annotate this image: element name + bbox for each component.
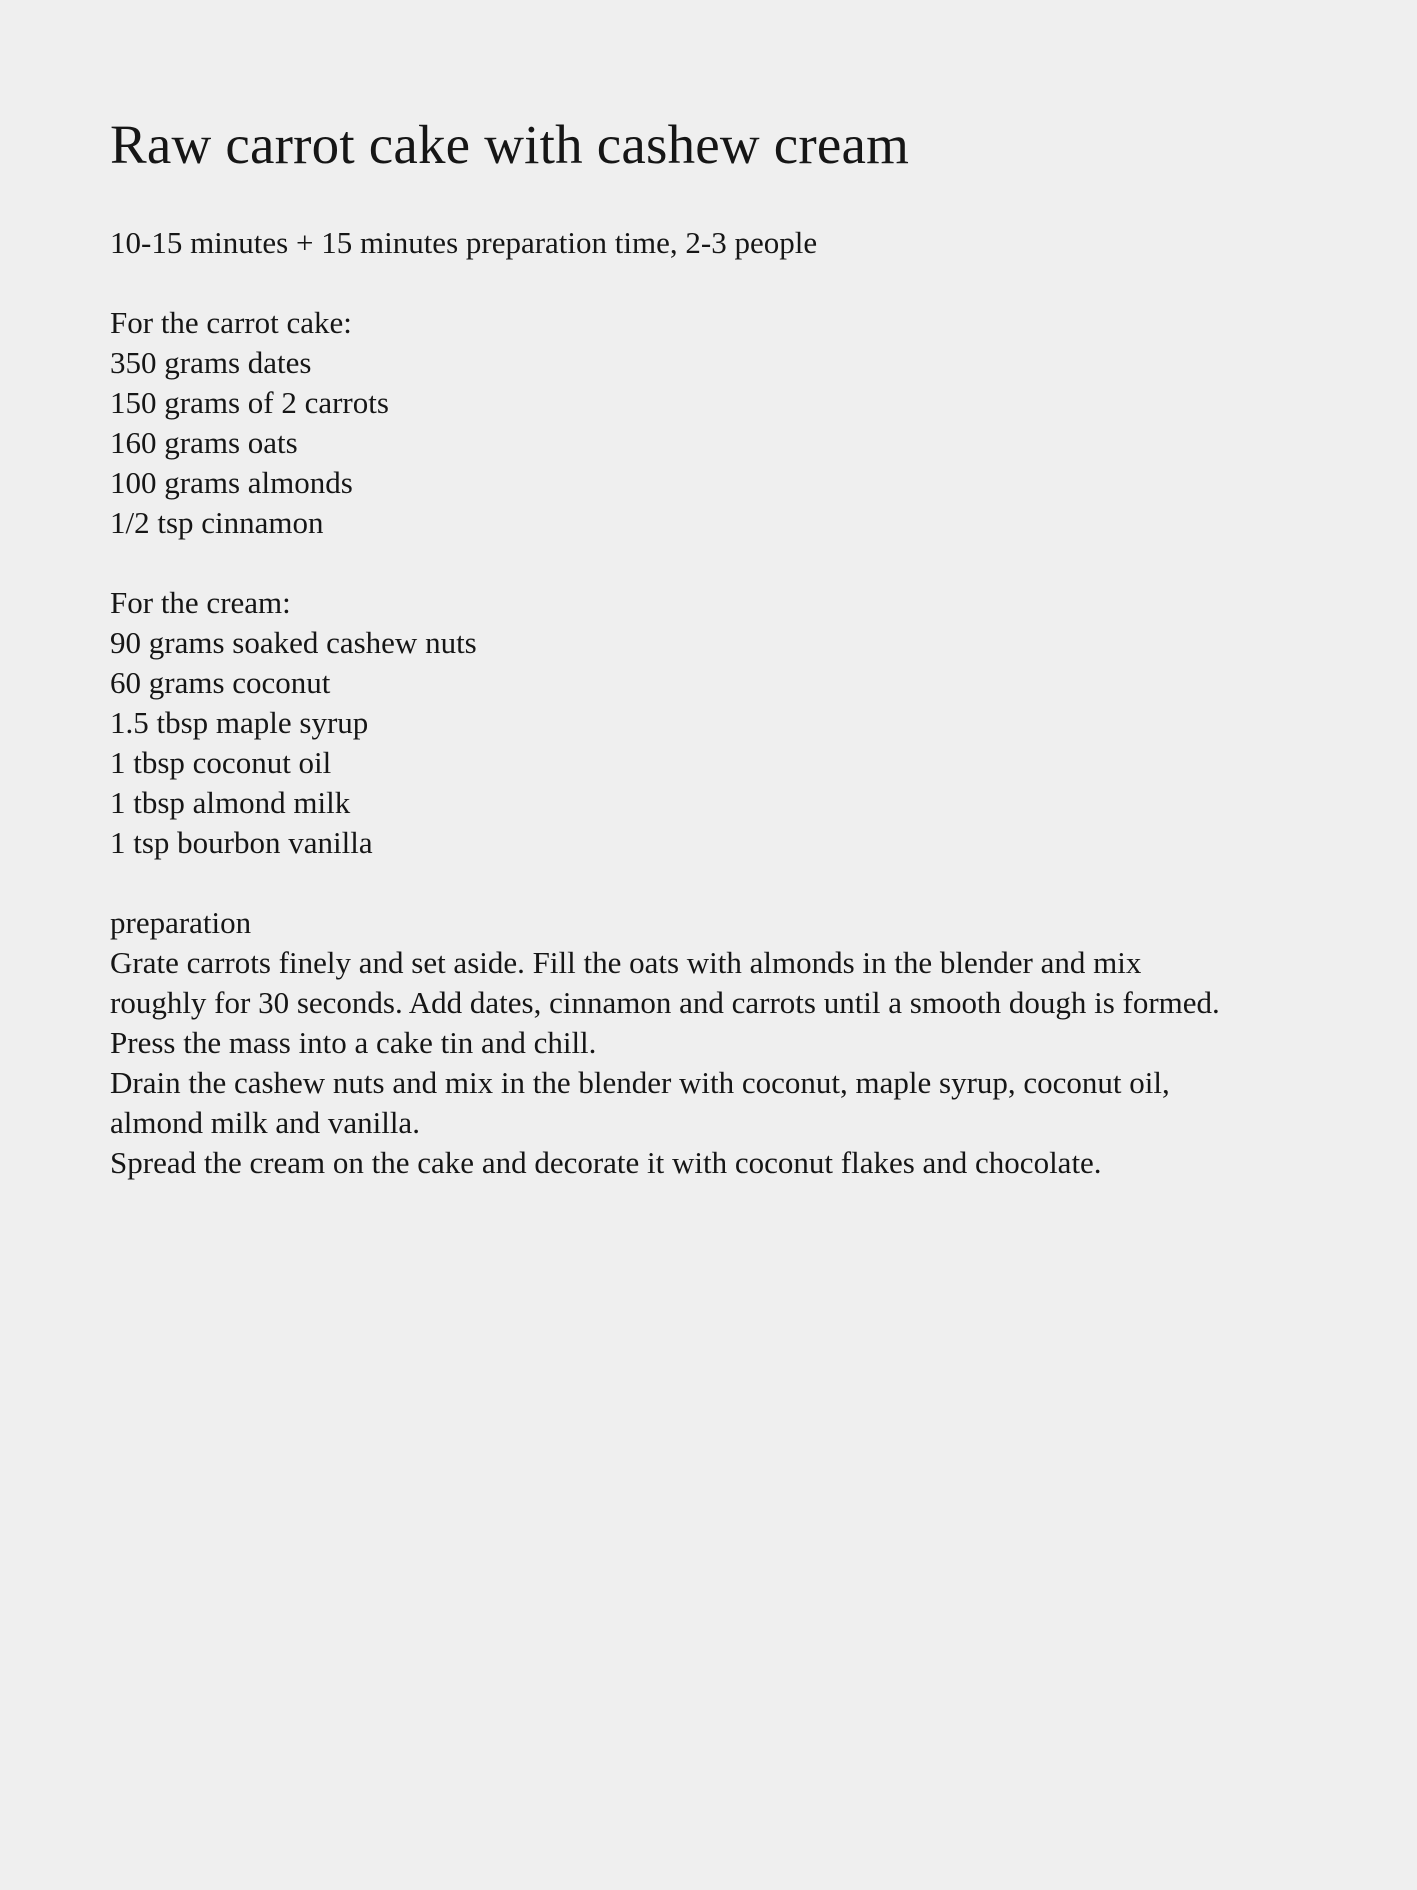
- ingredient-item: 90 grams soaked cashew nuts: [110, 625, 477, 660]
- recipe-title: Raw carrot cake with cashew cream: [110, 114, 910, 175]
- ingredient-item: 150 grams of 2 carrots: [110, 385, 389, 420]
- ingredient-item: 1 tbsp coconut oil: [110, 745, 332, 780]
- ingredient-item: 1/2 tsp cinnamon: [110, 505, 324, 540]
- preparation-line: almond milk and vanilla.: [110, 1105, 420, 1140]
- preparation-line: Grate carrots finely and set aside. Fill the oats with almonds in the blender and mix: [110, 945, 1142, 980]
- recipe-meta: 10-15 minutes + 15 minutes preparation time, 2-3 people: [110, 225, 818, 260]
- cream-heading: For the cream:: [110, 585, 291, 620]
- recipe-document: [110, 110, 1330, 1183]
- ingredient-item: 160 grams oats: [110, 425, 298, 460]
- ingredient-item: 60 grams coconut: [110, 665, 331, 700]
- preparation-line: roughly for 30 seconds. Add dates, cinnamon and carrots until a smooth dough is formed.: [110, 985, 1220, 1020]
- ingredient-item: 1 tbsp almond milk: [110, 785, 351, 820]
- preparation-line: Press the mass into a cake tin and chill.: [110, 1025, 597, 1060]
- cream-ingredients: [110, 583, 1330, 863]
- preparation-line: Drain the cashew nuts and mix in the blender with coconut, maple syrup, coconut oil,: [110, 1065, 1170, 1100]
- ingredient-item: 1 tsp bourbon vanilla: [110, 825, 373, 860]
- preparation-heading: preparation: [110, 905, 252, 940]
- ingredient-item: 350 grams dates: [110, 345, 312, 380]
- ingredient-item: 1.5 tbsp maple syrup: [110, 705, 369, 740]
- preparation-line: Spread the cream on the cake and decorate it with coconut flakes and chocolate.: [110, 1145, 1102, 1180]
- cake-heading: For the carrot cake:: [110, 305, 352, 340]
- ingredient-item: 100 grams almonds: [110, 465, 353, 500]
- cake-ingredients: [110, 303, 1330, 543]
- preparation-section: [110, 903, 1330, 1183]
